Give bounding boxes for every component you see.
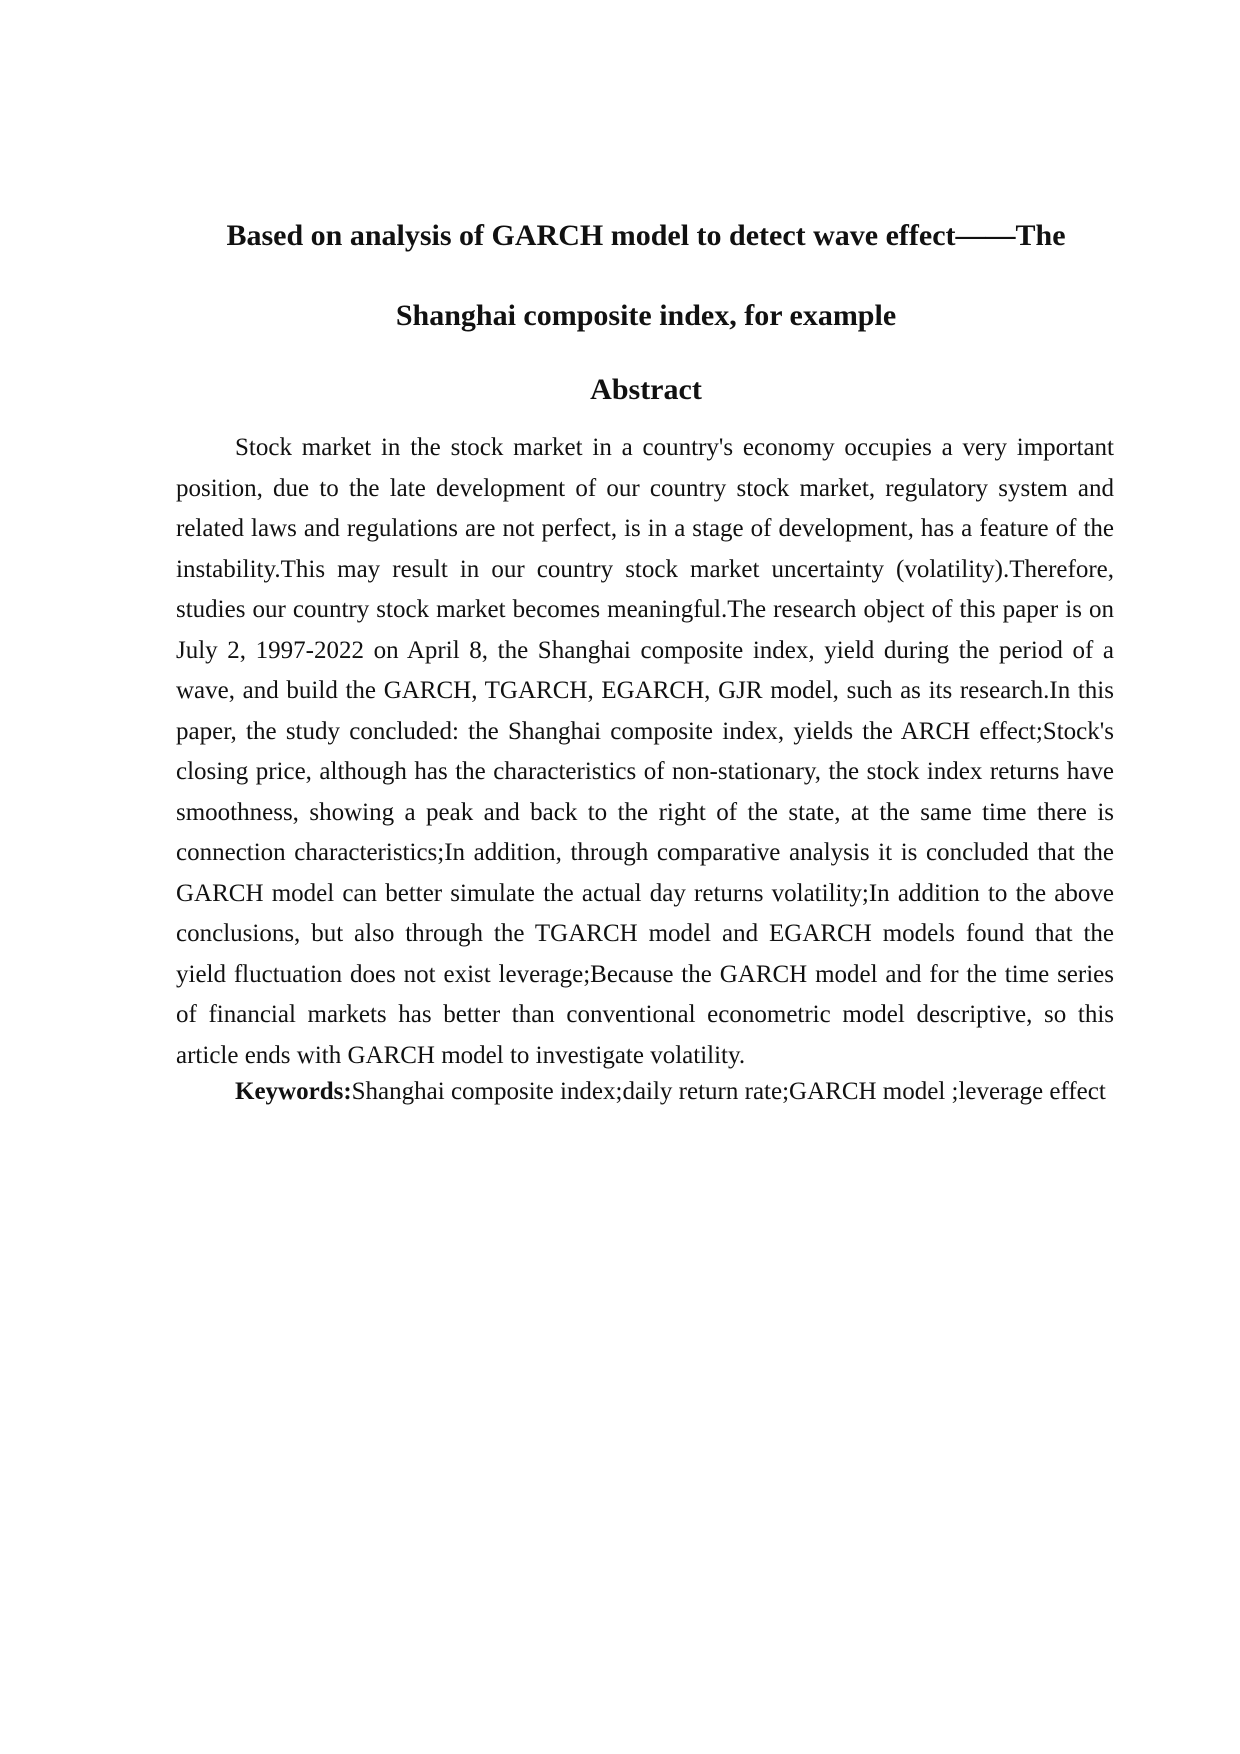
keywords-line: [176, 1072, 1114, 1113]
paper-title-line-2: Shanghai composite index, for example: [395, 299, 897, 332]
abstract-body: Stock market in the stock market in a country's economy occupies a very important position, due to the late development of our country stock market, regulatory system and related laws and regulations are not perfect, is in a stage of development, has a feature of the instability.This may result in our country stock market uncertainty (volatility).Therefore, studies our country stock market becomes meaningful.The research object of this paper is on July 2, 1997-2022 on April 8, the Shanghai composite index, yield during the period of a wave, and build the GARCH, TGARCH, EGARCH, GJR model, such as its research.In this paper, the study concluded: the Shanghai composite index, yields the ARCH effect;Stock's closing price, although has the characteristics of non-stationary, the stock index returns have smoothness, showing a peak and back to the right of the state, at the same time there is connection characteristics;In addition, through comparative analysis it is concluded that the GARCH model can better simulate the actual day returns volatility;In addition to the above conclusions, but also through the TGARCH model and EGARCH models found that the yield fluctuation does not exist leverage;Because the GARCH model and for the time series of financial markets has better than conventional econometric model descriptive, so this article ends with GARCH model to investigate volatility.: [176, 434, 1114, 1069]
keywords-text: Shanghai composite index;daily return rate;GARCH model ;leverage effect: [351, 1078, 1106, 1105]
abstract-heading: Abstract: [590, 373, 702, 406]
paper-title-line-1: Based on analysis of GARCH model to detect wave effect——The: [226, 219, 1066, 252]
keywords-label: Keywords:: [235, 1078, 352, 1105]
